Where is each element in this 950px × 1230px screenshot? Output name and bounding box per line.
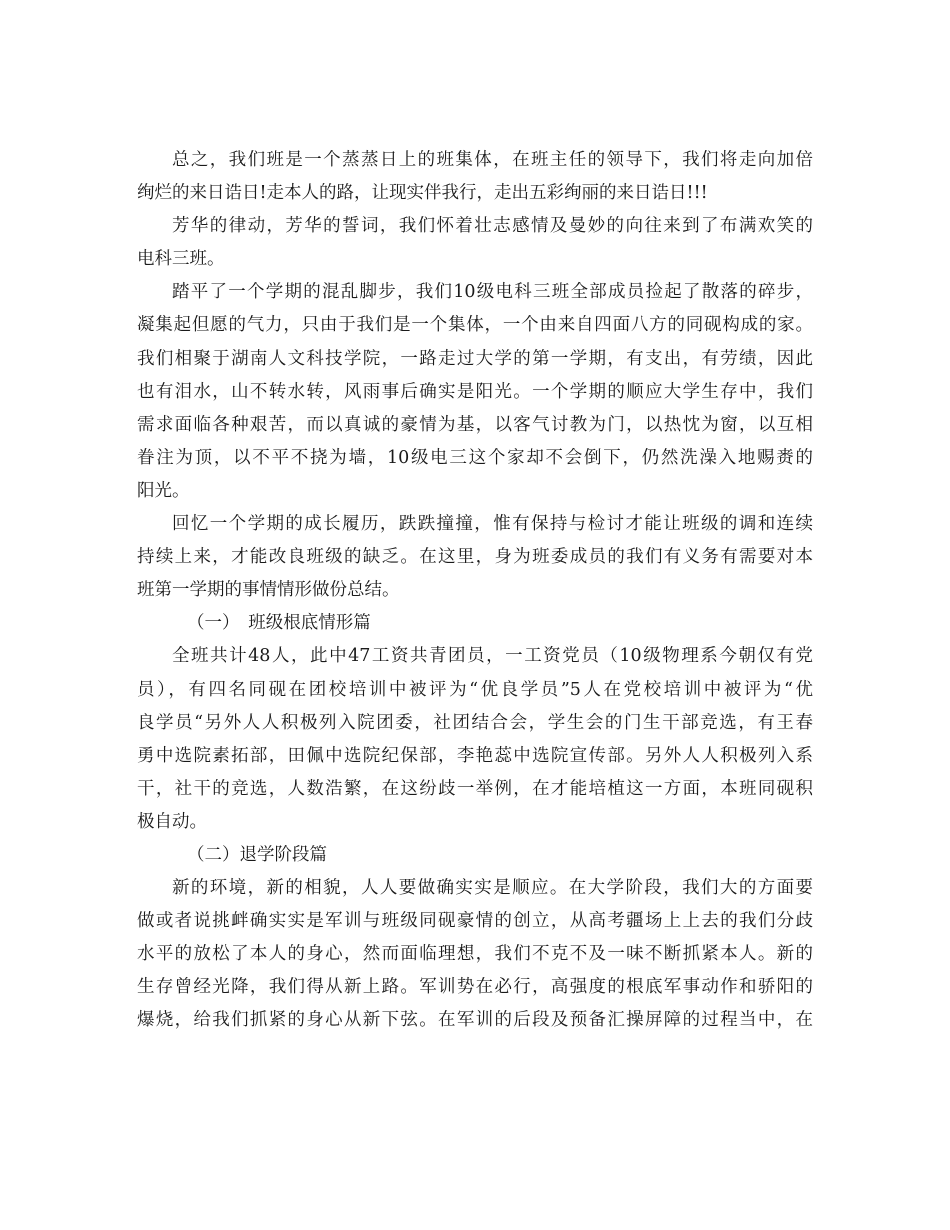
- text-line: 凝集起但愿的气力，只由于我们是一个集体，一个由来自四面八方的同砚构成的家。: [137, 315, 813, 336]
- text-line: 良学员“另外人人积极列入院团委，社团结合会，学生会的门生干部竞选，有王春: [137, 712, 813, 733]
- text-line: 我们相聚于湖南人文科技学院，一路走过大学的第一学期，有支出，有劳绩，因此: [137, 348, 813, 369]
- text-line: 水平的放松了本人的身心，然而面临理想，我们不克不及一味不断抓紧本人。新的: [137, 944, 813, 965]
- document-body: [137, 144, 813, 1038]
- text-line: 回忆一个学期的成长履历，跌跌撞撞，惟有保持与检讨才能让班级的调和连续: [172, 514, 813, 535]
- text-line: 也有泪水，山不转水转，风雨事后确实是阳光。一个学期的顺应大学生存中，我们: [137, 381, 813, 402]
- text-line: 勇中选院素拓部，田佩中选院纪保部，李艳蕊中选院宣传部。另外人人积极列入系: [137, 745, 813, 766]
- text-line: 生存曾经光降，我们得从新上路。军训势在必行，高强度的根底军事动作和骄阳的: [137, 977, 813, 998]
- text-line: 持续上来，才能改良班级的缺乏。在这里，身为班委成员的我们有义务有需要对本: [137, 547, 813, 568]
- text-line: 做或者说挑衅确实实是军训与班级同砚豪情的创立，从高考疆场上上去的我们分歧: [137, 911, 813, 932]
- text-line: 绚烂的来日诰日!走本人的路，让现实伴我行，走出五彩绚丽的来日诰日!!!: [137, 183, 708, 204]
- text-line: 极自动。: [137, 811, 207, 832]
- text-line: 眷注为顶，以不平不挠为墙，10级电三这个家却不会倒下，仍然洗澡入地赐赉的: [137, 447, 813, 468]
- text-line: 踏平了一个学期的混乱脚步，我们10级电科三班全部成员捡起了散落的碎步，: [172, 282, 813, 303]
- text-line: 阳光。: [137, 480, 190, 501]
- text-line: 总之，我们班是一个蒸蒸日上的班集体，在班主任的领导下，我们将走向加倍: [172, 150, 813, 170]
- text-line: 干，社干的竞选，人数浩繁，在这纷歧一举例，在才能培植这一方面，本班同砚积: [137, 778, 813, 799]
- text-line: 全班共计48人，此中47工资共青团员，一工资党员（10级物理系今朝仅有党: [172, 646, 813, 667]
- text-line: 芳华的律动，芳华的誓词，我们怀着壮志感情及曼妙的向往来到了布满欢笑的: [172, 216, 813, 237]
- text-line: 员），有四名同砚在团校培训中被评为“优良学员”5人在党校培训中被评为“优: [137, 679, 813, 700]
- text-line: 班第一学期的事情情形做份总结。: [137, 580, 400, 601]
- text-line: 电科三班。: [137, 249, 225, 270]
- text-line: 需求面临各种艰苦，而以真诚的豪情为基，以客气讨教为门，以热忱为窗，以互相: [137, 414, 813, 435]
- text-line: （二）退学阶段篇: [187, 844, 327, 865]
- text-line: 新的环境，新的相貌，人人要做确实实是顺应。在大学阶段，我们大的方面要: [172, 878, 813, 899]
- text-line: （一） 班级根底情形篇: [187, 613, 371, 634]
- text-line: 爆烧，给我们抓紧的身心从新下弦。在军训的后段及预备汇操屏障的过程当中，在: [137, 1010, 813, 1031]
